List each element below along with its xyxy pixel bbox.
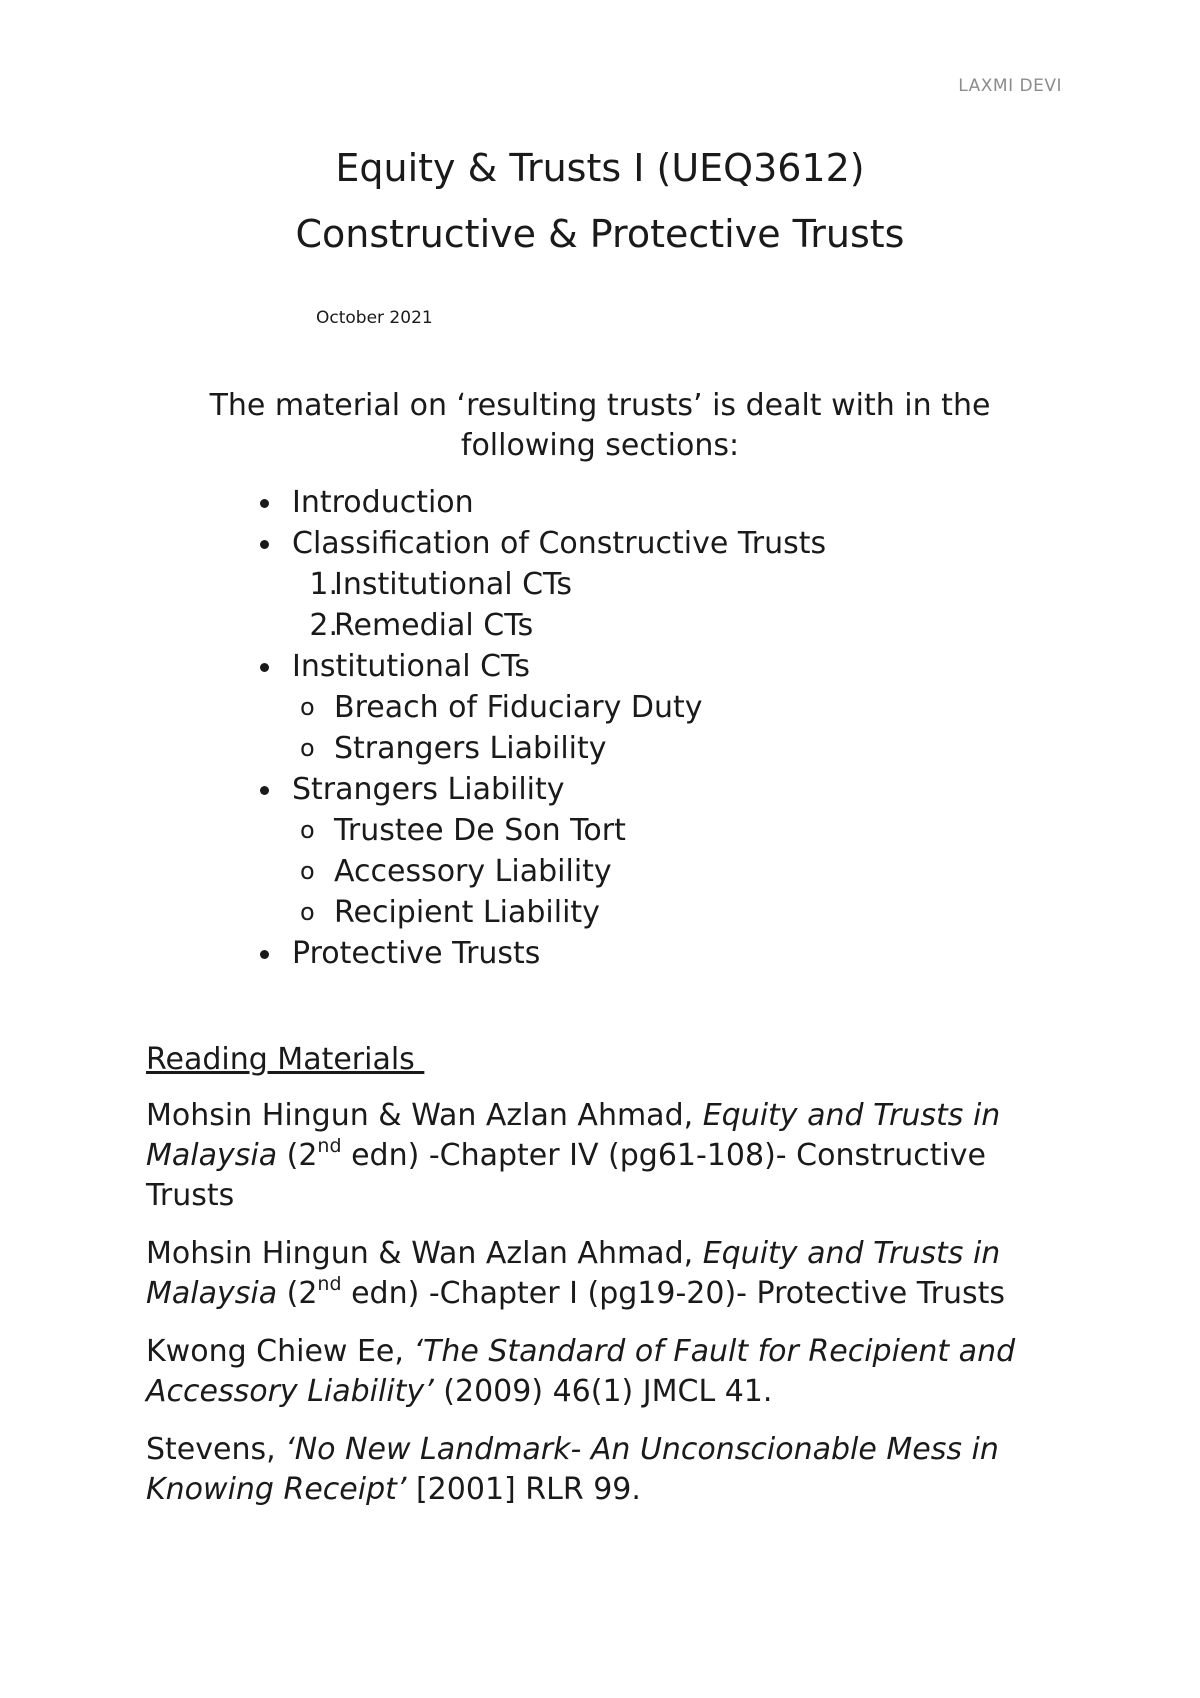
section-outline: [258, 482, 1058, 974]
reference-edition-suffix: nd: [317, 1135, 342, 1157]
document-date: October 2021: [316, 308, 433, 328]
reference-details: edn) -Chapter IV (pg61-108)- Constructive Trusts: [146, 1138, 987, 1213]
intro-paragraph: The material on ‘resulting trusts’ is dealt with in the following sections:: [209, 388, 991, 463]
outline-item-label: Protective Trusts: [292, 936, 541, 971]
outline-item: [258, 933, 1058, 974]
outline-item-label: Breach of Fiduciary Duty: [334, 690, 703, 725]
reference-authors: Kwong Chiew Ee,: [146, 1334, 414, 1369]
reference-work: Equity and Trusts in Malaysia: [146, 1236, 1001, 1311]
outline-subitem: [258, 810, 1058, 851]
outline-item: [258, 769, 1058, 810]
outline-subitem: [258, 728, 1058, 769]
hollow-bullet-icon: o: [300, 734, 315, 762]
reference-entry: [146, 1430, 1046, 1510]
outline-item-label: Institutional CTs: [292, 649, 531, 684]
outline-subitem: [258, 605, 1058, 646]
outline-subitem: [258, 564, 1058, 605]
list-number: 2.: [309, 608, 338, 643]
reference-details: (2009) 46(1) JMCL 41.: [433, 1374, 773, 1409]
reference-work: Equity and Trusts in Malaysia: [146, 1098, 1001, 1173]
list-number: 1.: [309, 567, 338, 602]
reference-edition: (2: [277, 1276, 318, 1311]
outline-item-label: Trustee De Son Tort: [334, 813, 626, 848]
reference-entry: [146, 1234, 1046, 1314]
hollow-bullet-icon: o: [300, 693, 315, 721]
hollow-bullet-icon: o: [300, 857, 315, 885]
reference-edition: (2: [277, 1138, 318, 1173]
outline-subitem: [258, 892, 1058, 933]
outline-item-label: Strangers Liability: [334, 731, 607, 766]
document-subtitle: Constructive & Protective Trusts: [295, 212, 905, 256]
outline-item-label: Accessory Liability: [334, 854, 612, 889]
outline-item: [258, 482, 1058, 523]
outline-item-label: Introduction: [292, 485, 474, 520]
reference-work: ‘The Standard of Fault for Recipient and Accessory Liability’: [146, 1334, 1016, 1409]
reference-authors: Mohsin Hingun & Wan Azlan Ahmad,: [146, 1098, 703, 1133]
outline-item: [258, 523, 1058, 564]
outline-item-label: Strangers Liability: [292, 772, 565, 807]
outline-item-label: Classification of Constructive Trusts: [292, 526, 827, 561]
outline-subitem: [258, 687, 1058, 728]
reading-materials: [146, 1040, 1046, 1528]
hollow-bullet-icon: o: [300, 898, 315, 926]
reference-entry: [146, 1332, 1046, 1412]
reference-details: [2001] RLR 99.: [406, 1472, 641, 1507]
reference-details: edn) -Chapter I (pg19-20)- Protective Trusts: [341, 1276, 1005, 1311]
reference-entry: [146, 1096, 1046, 1216]
hollow-bullet-icon: o: [300, 816, 315, 844]
outline-item-label: Recipient Liability: [334, 895, 600, 930]
outline-item-label: Institutional CTs: [334, 567, 573, 602]
reference-edition-suffix: nd: [317, 1273, 342, 1295]
reading-materials-heading: Reading Materials: [146, 1042, 425, 1077]
document-title: Equity & Trusts I (UEQ3612): [335, 146, 865, 190]
header-author: LAXMI DEVI: [958, 76, 1062, 96]
reference-authors: Stevens,: [146, 1432, 286, 1467]
outline-item: [258, 646, 1058, 687]
reference-work: ‘No New Landmark- An Unconscionable Mess in Knowing Receipt’: [146, 1432, 999, 1507]
outline-subitem: [258, 851, 1058, 892]
outline-item-label: Remedial CTs: [334, 608, 534, 643]
reference-authors: Mohsin Hingun & Wan Azlan Ahmad,: [146, 1236, 703, 1271]
